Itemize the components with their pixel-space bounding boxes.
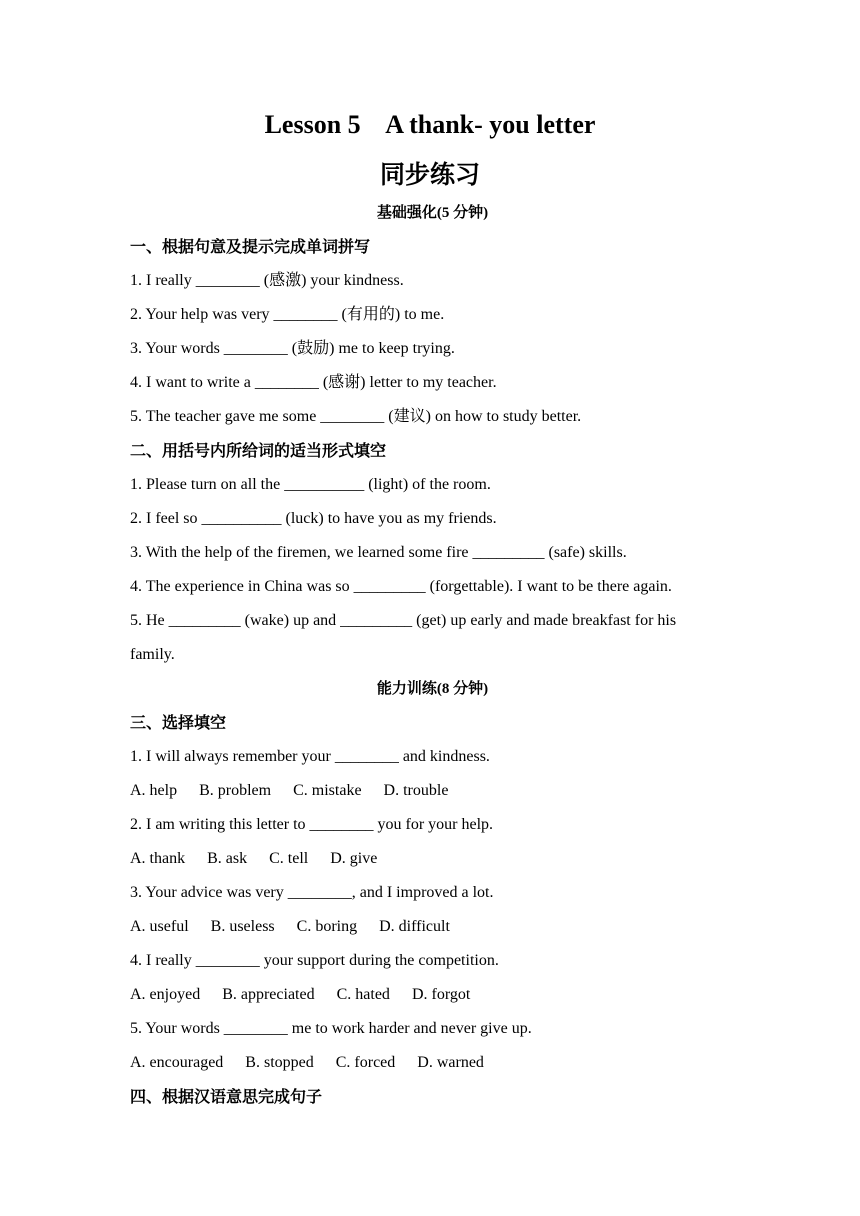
part3-options <box>130 910 735 944</box>
option-c: C. forced <box>335 1054 396 1071</box>
option-a: A. enjoyed <box>130 986 201 1003</box>
option-c: C. boring <box>296 918 358 935</box>
part1-item: 5. The teacher gave me some ________ (建议) on how to study better. <box>130 408 582 425</box>
option-d: D. trouble <box>383 782 449 799</box>
option-a: A. thank <box>130 850 186 867</box>
option-b: B. problem <box>199 782 272 799</box>
part2-item-continued: family. <box>130 646 175 663</box>
option-c: C. mistake <box>293 782 362 799</box>
part3-options <box>130 842 735 876</box>
option-d: D. give <box>330 850 378 867</box>
part3-heading: 三、选择填空 <box>130 713 227 732</box>
option-d: D. difficult <box>379 918 450 935</box>
option-d: D. forgot <box>411 986 471 1003</box>
worksheet-body <box>130 196 735 1114</box>
page-subtitle: 同步练习 <box>379 160 480 189</box>
page-title: Lesson 5 A thank- you letter <box>264 110 596 139</box>
part3-options <box>130 774 735 808</box>
option-b: B. ask <box>207 850 248 867</box>
option-b: B. useless <box>210 918 275 935</box>
option-d: D. warned <box>417 1054 484 1071</box>
part3-options <box>130 978 735 1012</box>
part2-item: 1. Please turn on all the __________ (light) of the room. <box>130 476 491 493</box>
option-c: C. tell <box>269 850 309 867</box>
part3-question: 1. I will always remember your ________ and kindness. <box>130 748 490 765</box>
part1-item: 2. Your help was very ________ (有用的) to me. <box>130 306 445 323</box>
part2-item: 5. He _________ (wake) up and _________ (get) up early and made breakfast for his <box>130 612 677 629</box>
option-a: A. useful <box>130 918 189 935</box>
part4-heading: 四、根据汉语意思完成句子 <box>130 1087 323 1106</box>
part2-item: 4. The experience in China was so _________ (forgettable). I want to be there again. <box>130 578 672 595</box>
option-c: C. hated <box>336 986 390 1003</box>
option-a: A. encouraged <box>130 1054 224 1071</box>
section-heading-basic: 基础强化(5 分钟) <box>376 205 489 221</box>
section-heading-ability: 能力训练(8 分钟) <box>376 681 489 697</box>
part1-item: 3. Your words ________ (鼓励) me to keep trying. <box>130 340 455 357</box>
part2-item: 2. I feel so __________ (luck) to have you as my friends. <box>130 510 497 527</box>
option-a: A. help <box>130 782 178 799</box>
part1-item: 1. I really ________ (感激) your kindness. <box>130 272 404 289</box>
option-b: B. appreciated <box>222 986 315 1003</box>
part3-question: 4. I really ________ your support during the competition. <box>130 952 499 969</box>
option-b: B. stopped <box>245 1054 314 1071</box>
part3-options <box>130 1046 735 1080</box>
part3-question: 5. Your words ________ me to work harder and never give up. <box>130 1020 532 1037</box>
part3-question: 2. I am writing this letter to ________ you for your help. <box>130 816 494 833</box>
part1-item: 4. I want to write a ________ (感谢) letter to my teacher. <box>130 374 497 391</box>
part2-heading: 二、用括号内所给词的适当形式填空 <box>130 441 387 460</box>
part2-item: 3. With the help of the firemen, we learned some fire _________ (safe) skills. <box>130 544 627 561</box>
part3-question: 3. Your advice was very ________, and I improved a lot. <box>130 884 494 901</box>
part1-heading: 一、根据句意及提示完成单词拼写 <box>130 237 371 256</box>
